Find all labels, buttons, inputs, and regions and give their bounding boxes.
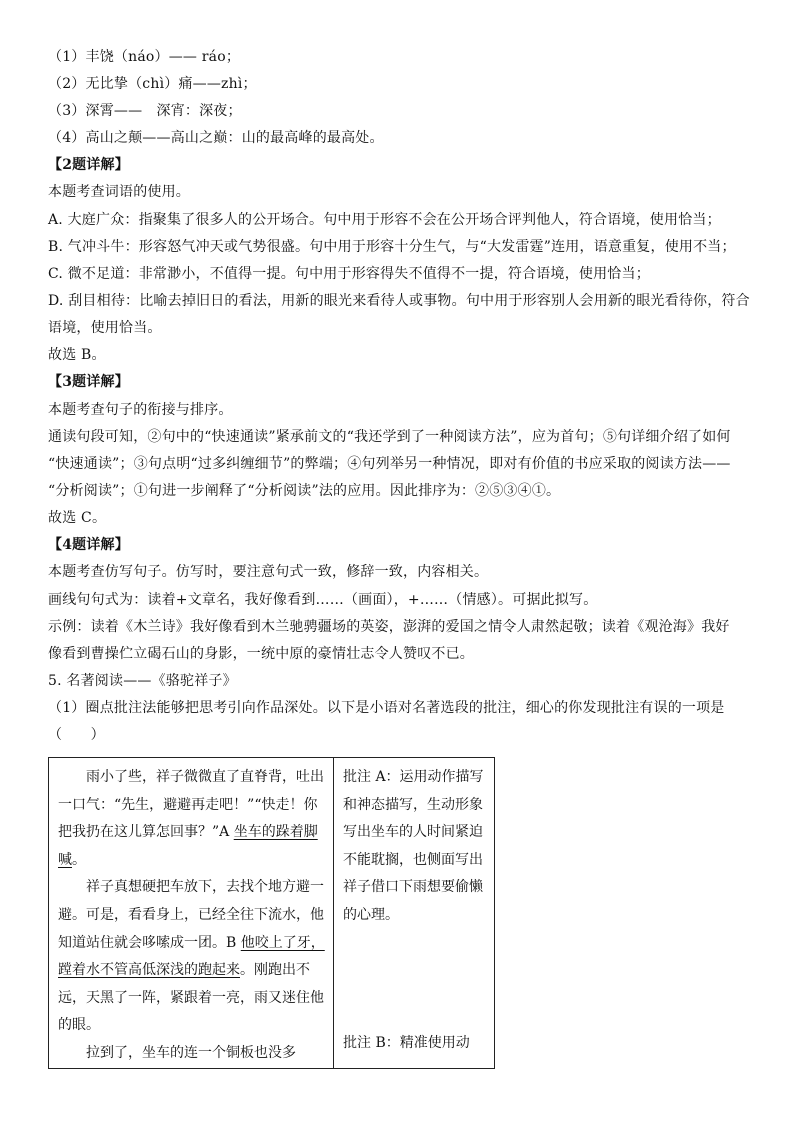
text-line: 本题考查句子的衔接与排序。 [48, 402, 233, 418]
annotation-cell [334, 758, 495, 1069]
answer-line-3: （3）深霄—— 深宵：深夜； [48, 103, 242, 119]
answer-choice-c: 故选 C。 [48, 510, 107, 526]
section-heading-4: 【4题详解】 [48, 537, 129, 553]
annotation-b: 批注 B：精准使用动 [343, 1035, 470, 1051]
answer-line-1: （1）丰饶（náo）—— ráo； [48, 49, 241, 65]
question-5-title: 5. 名著阅读——《骆驼祥子》 [48, 673, 237, 689]
underlined-a: 坐车的跺着脚喊 [58, 824, 318, 868]
option-d-line: D. 刮目相待：比喻去掉旧日的看法，用新的眼光来看待人或事物。句中用于形容别人会用新的眼光看待你，符合 [48, 293, 750, 309]
option-c-line: C. 微不足道：非常渺小，不值得一提。句中用于形容得失不值得不一提，符合语境，使用恰当； [48, 266, 650, 282]
answer-line-4: （4）高山之颠——高山之巅：山的最高峰的最高处。 [48, 130, 384, 146]
option-a-line: A. 大庭广众：指聚集了很多人的公开场合。句中用于形容不会在公开场合评判他人，符合语境，使用恰当； [48, 212, 721, 228]
text-line: 本题考查仿写句子。仿写时，要注意句式一致，修辞一致，内容相关。 [48, 564, 489, 580]
annotation-table [48, 757, 495, 1069]
text-line: 画线句句式为：读着+文章名，我好像看到……（画面），+……（情感）。可据此拟写。 [48, 592, 598, 608]
example-line: 示例：读着《木兰诗》我好像看到木兰驰骋疆场的英姿，澎湃的爱国之情令人肃然起敬；读着《观沧海》我好 [48, 619, 730, 635]
excerpt-paragraph: 雨小了些，祥子微微直了直脊背，吐出一口气：“先生，避避再走吧！”“快走！你把我扔在这儿算怎回事？”A 坐车的跺着脚喊。 [58, 769, 324, 868]
option-d-line-cont: 语境，使用恰当。 [48, 320, 162, 336]
option-b-line: B. 气冲斗牛：形容怒气冲天或气势很盛。句中用于形容十分生气，与“大发雷霆”连用，语意重复，使用不当； [48, 239, 736, 255]
text-line: 本题考查词语的使用。 [48, 184, 190, 200]
section-heading-2: 【2题详解】 [48, 157, 129, 173]
example-line-cont: 像看到曹操伫立碣石山的身影，一统中原的豪情壮志令人赞叹不已。 [48, 646, 474, 662]
excerpt-paragraph: 祥子真想硬把车放下，去找个地方避一避。可是，看看身上，已经全往下流水，他知道站住就会哆嗦成一团。B 他咬上了牙，蹚着水不管高低深浅的跑起来。刚跑出不远，天黑了一阵，紧跟着一亮，雨又迷住他的眼。 [58, 879, 325, 1034]
excerpt-cell [49, 758, 334, 1069]
annotation-a: 批注 A：运用动作描写和神态描写，生动形象写出坐车的人时间紧迫不能耽搁，也侧面写出祥子借口下雨想要偷懒的心理。 [343, 769, 484, 923]
answer-line-2: （2）无比挚（chì）痛——zhì； [48, 76, 257, 92]
answer-blank: （ ） [48, 727, 105, 743]
underlined-b: 他咬上了牙，蹚着水不管高低深浅的跑起来 [58, 934, 325, 979]
section-heading-3: 【3题详解】 [48, 374, 129, 390]
text-line: “分析阅读”；①句进一步阐释了“分析阅读”法的应用。因此排序为：②⑤③④①。 [48, 483, 561, 499]
answer-choice-b: 故选 B。 [48, 347, 106, 363]
text-line: 通读句段可知，②句中的“快速通读”紧承前文的“我还学到了一种阅读方法”，应为首句；⑤句详细介绍了如何 [48, 429, 731, 445]
excerpt-paragraph: 拉到了，坐车的连一个铜板也没多 [86, 1044, 296, 1061]
text-line: “快速通读”；③句点明“过多纠缠细节”的弊端；④句列举另一种情况，即对有价值的书应采取的阅读方法—— [48, 456, 731, 472]
question-5-1: （1）圈点批注法能够把思考引向作品深处。以下是小语对名著选段的批注，细心的你发现批注有误的一项是 [48, 700, 725, 716]
